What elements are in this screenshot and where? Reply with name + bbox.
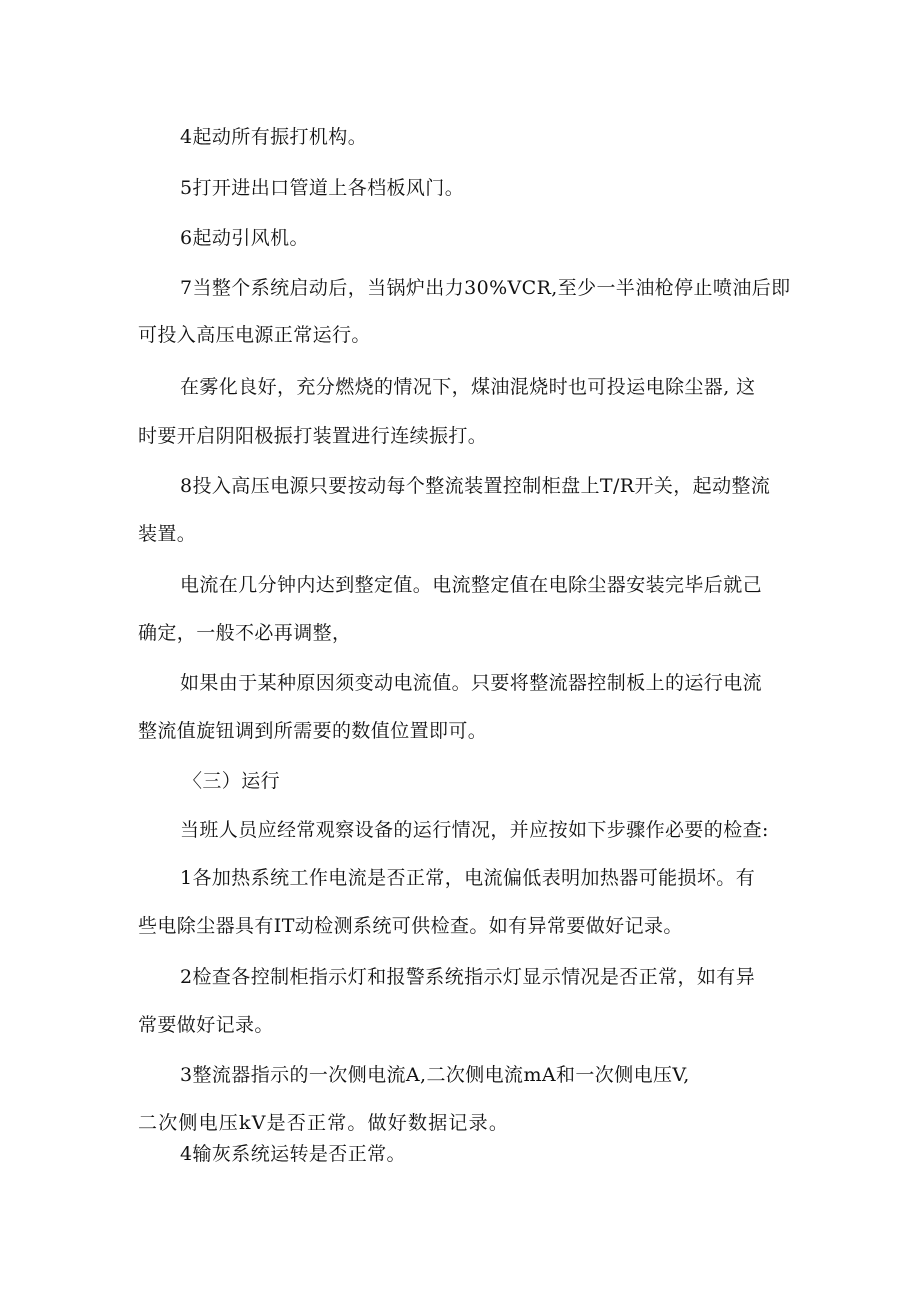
paragraph-shift-check: 当班人员应经常观察设备的运行情况，并应按如下步骤作必要的检查: — [180, 819, 769, 841]
paragraph-check-2-line-1: 2检查各控制柜指示灯和报警系统指示灯显示情况是否正常，如有异 — [180, 966, 756, 988]
paragraph-step-6-fan: 6起动引风机。 — [180, 227, 309, 249]
paragraph-check-2-line-2: 常要做好记录。 — [138, 1014, 274, 1036]
paragraph-current-line-1: 电流在几分钟内达到整定值。电流整定值在电除尘器安装完毕后就己 — [180, 574, 763, 596]
paragraph-check-4: 4输灰系统运转是否正常。 — [180, 1143, 406, 1165]
paragraph-step-8-line-1: 8投入高压电源只要按动每个整流装置控制柜盘上T/R开关，起动整流 — [180, 475, 771, 497]
paragraph-check-1-line-1: 1各加热系统工作电流是否正常，电流偏低表明加热器可能损坏。有 — [180, 867, 756, 889]
section-heading-operation: 〈三）运行 — [183, 770, 281, 792]
paragraph-atomization-line-1: 在雾化良好，充分燃烧的情况下，煤油混烧时也可投运电除尘器, 这 — [180, 376, 756, 398]
paragraph-adjust-line-1: 如果由于某种原因须变动电流值。只要将整流器控制板上的运行电流 — [180, 672, 763, 694]
paragraph-check-1-line-2: 些电除尘器具有IT动检测系统可供检查。如有异常要做好记录。 — [138, 915, 683, 937]
paragraph-current-line-2: 确定，一般不必再调整， — [138, 622, 352, 644]
paragraph-check-3-line-1: 3整流器指示的一次侧电流A,二次侧电流mA和一次侧电压V, — [180, 1064, 690, 1086]
paragraph-step-7-line-1: 7当整个系统启动后，当锅炉出力30%VCR,至少一半油枪停止喷油后即 — [180, 277, 791, 299]
paragraph-step-4-rapping: 4起动所有振打机构。 — [180, 126, 368, 148]
paragraph-step-7-line-2: 可投入高压电源正常运行。 — [138, 324, 371, 346]
paragraph-check-3-line-2: 二次侧电压kV是否正常。做好数据记录。 — [138, 1112, 510, 1134]
paragraph-adjust-line-2: 整流值旋钮调到所需要的数值位置即可。 — [138, 720, 488, 742]
paragraph-step-5-dampers: 5打开进出口管道上各档板风门。 — [180, 177, 465, 199]
paragraph-atomization-line-2: 时要开启阴阳极振打装置进行连续振打。 — [138, 425, 488, 447]
paragraph-step-8-line-2: 装置。 — [138, 523, 197, 545]
